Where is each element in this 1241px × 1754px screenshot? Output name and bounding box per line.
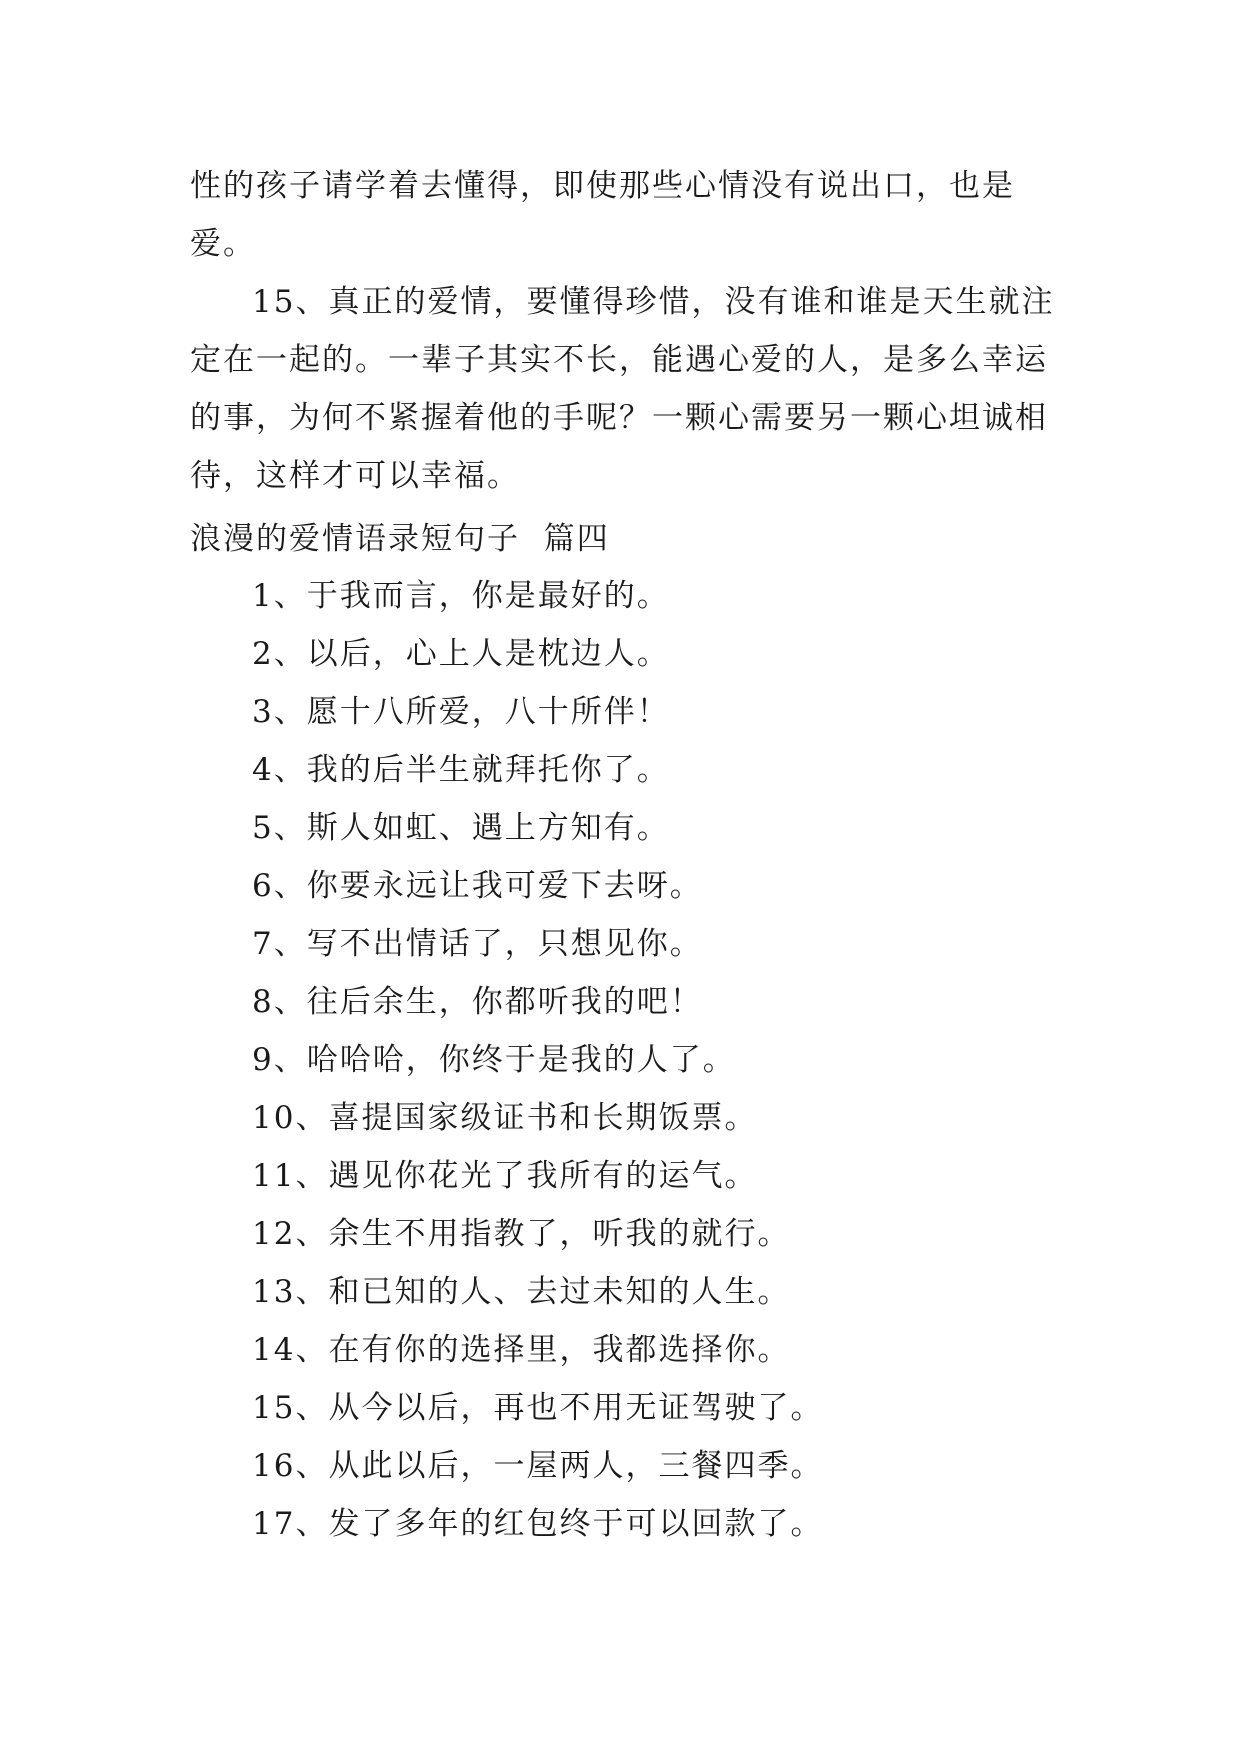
paragraph-15: 15、真正的爱情，要懂得珍惜，没有谁和谁是天生就注定在一起的。一辈子其实不长，能遇心爱的人，是多么幸运的事，为何不紧握着他的手呢？一颗心需要另一颗心坦诚相待，这样才可以幸福。: [190, 284, 1055, 494]
list-item: 2、以后，心上人是枕边人。: [252, 636, 670, 672]
list-item: 13、和已知的人、去过未知的人生。: [252, 1274, 791, 1310]
list-item: 1、于我而言，你是最好的。: [252, 578, 670, 614]
list-item: 14、在有你的选择里，我都选择你。: [252, 1332, 791, 1368]
list-item: 12、余生不用指教了，听我的就行。: [252, 1216, 791, 1252]
list-item: 10、喜提国家级证书和长期饭票。: [252, 1100, 758, 1136]
list-item: 17、发了多年的红包终于可以回款了。: [252, 1506, 824, 1542]
list-item: 8、往后余生，你都听我的吧！: [252, 984, 703, 1020]
intro-text: [190, 157, 1060, 505]
list-item: 3、愿十八所爱，八十所伴！: [252, 694, 670, 730]
list-item: 9、哈哈哈，你终于是我的人了。: [252, 1042, 736, 1078]
list-item: 4、我的后半生就拜托你了。: [252, 752, 670, 788]
list-item: 16、从此以后，一屋两人，三餐四季。: [252, 1448, 824, 1484]
list-item: 7、写不出情话了，只想见你。: [252, 926, 703, 962]
section-heading: 浪漫的爱情语录短句子 篇四: [190, 521, 610, 557]
list-item: 15、从今以后，再也不用无证驾驶了。: [252, 1390, 824, 1426]
list-item: 5、斯人如虹、遇上方知有。: [252, 810, 670, 846]
quote-list: [252, 567, 823, 1553]
list-item: 6、你要永远让我可爱下去呀。: [252, 868, 703, 904]
continuation-paragraph: 性的孩子请学着去懂得，即使那些心情没有说出口，也是爱。: [190, 168, 1015, 262]
list-item: 11、遇见你花光了我所有的运气。: [252, 1158, 758, 1194]
